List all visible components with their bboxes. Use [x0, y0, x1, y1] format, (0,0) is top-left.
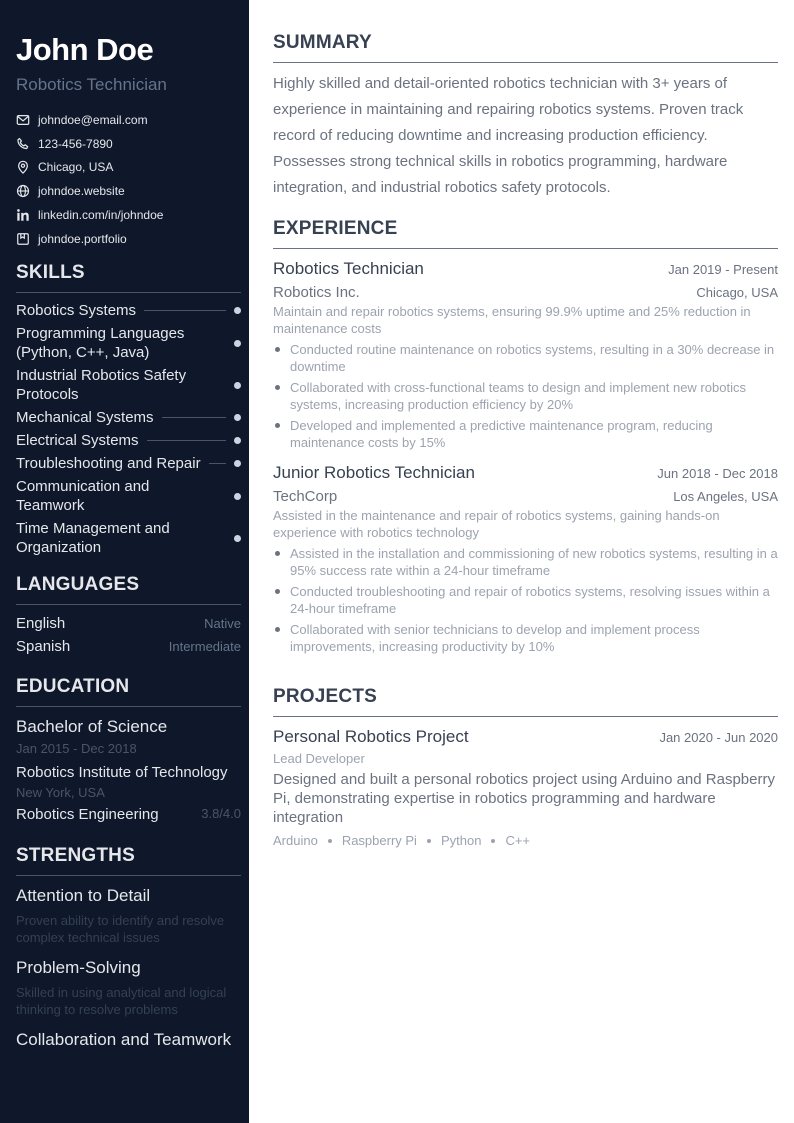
education-institution: Robotics Institute of Technology: [16, 764, 228, 781]
skill-label: Troubleshooting and Repair: [16, 455, 201, 472]
education-dates: Jan 2015 - Dec 2018: [16, 741, 137, 756]
language-item: [16, 615, 241, 632]
skill-dot: [234, 307, 241, 314]
education-field: Robotics Engineering: [16, 806, 159, 823]
globe-icon: [16, 184, 30, 198]
job-title: Robotics Technician: [273, 259, 424, 278]
job-bullet: Developed and implemented a predictive maintenance program, reducing maintenance costs by 15%: [273, 417, 778, 451]
job-description: Assisted in the maintenance and repair of robotics systems, gaining hands-on experience with robotics technology: [273, 508, 720, 540]
contact-list: [16, 108, 241, 251]
skill-line: [194, 496, 226, 497]
project-tag: Raspberry Pi: [341, 833, 417, 848]
skill-dot: [234, 340, 241, 347]
language-item: [16, 638, 241, 655]
skill-label: Robotics Systems: [16, 302, 137, 319]
skill-label: Electrical Systems: [16, 432, 139, 449]
tag-separator: [427, 839, 431, 843]
summary-heading: SUMMARY: [273, 32, 778, 63]
job-bullet: Assisted in the installation and commissioning of new robotics systems, resulting in a 95% success rate within a 24-hour timeframe: [273, 545, 778, 579]
contact-linkedin[interactable]: [16, 203, 241, 227]
skill-label: Communication and Teamwork: [16, 478, 150, 514]
strengths-section: [16, 845, 241, 1050]
skill-dot: [234, 493, 241, 500]
languages-section: [16, 574, 241, 655]
skill-line: [144, 310, 226, 311]
job-dates: Jan 2019 - Present: [668, 262, 778, 277]
contact-phone[interactable]: [16, 132, 241, 156]
candidate-name: John Doe: [16, 32, 154, 67]
skill-label: Mechanical Systems: [16, 409, 154, 426]
language-name: English: [16, 615, 66, 632]
strength-title: Collaboration and Teamwork: [16, 1030, 232, 1049]
language-level: Intermediate: [168, 639, 241, 654]
language-name: Spanish: [16, 638, 71, 655]
contact-text: Chicago, USA: [38, 160, 114, 175]
tag-separator: [328, 839, 332, 843]
skill-dot: [234, 535, 241, 542]
skill-dot: [234, 414, 241, 421]
job-header: [273, 463, 778, 483]
skill-dot: [234, 382, 241, 389]
strength-desc: Skilled in using analytical and logical thinking to resolve problems: [16, 985, 227, 1017]
skills-section: [16, 262, 241, 561]
project-title: Personal Robotics Project: [273, 727, 469, 746]
contact-website[interactable]: [16, 179, 241, 203]
job-subheader: [273, 488, 778, 505]
languages-heading: LANGUAGES: [16, 574, 241, 605]
job-bullet: Collaborated with cross-functional teams to design and implement new robotics systems, increasing production efficiency by 20%: [273, 379, 778, 413]
strengths-heading: STRENGTHS: [16, 845, 241, 876]
job-subheader: [273, 284, 778, 301]
job-company: Robotics Inc.: [273, 284, 360, 301]
job-dates: Jun 2018 - Dec 2018: [657, 466, 778, 481]
strength-title: Attention to Detail: [16, 886, 151, 905]
job-bullets: [273, 545, 778, 655]
skill-item: [16, 454, 241, 473]
education-location: New York, USA: [16, 785, 105, 800]
contact-text: johndoe@email.com: [38, 112, 148, 127]
skill-line: [214, 343, 226, 344]
project-role: Lead Developer: [273, 751, 365, 766]
language-level: Native: [204, 616, 241, 631]
job-header: [273, 259, 778, 279]
skill-label: Time Management and Organization: [16, 520, 170, 556]
skill-line: [199, 538, 226, 539]
project-tag: Arduino: [273, 833, 318, 848]
job-location: Los Angeles, USA: [673, 489, 778, 504]
contact-text: linkedin.com/in/johndoe: [38, 208, 164, 223]
skills-list: [16, 301, 241, 557]
education-degree: Bachelor of Science: [16, 717, 168, 736]
skill-item: [16, 431, 241, 450]
projects-section: [273, 686, 778, 848]
project-description: Designed and built a personal robotics project using Arduino and Raspberry Pi, demonstrating expertise in robotics programming and hardware integration: [273, 771, 775, 826]
project-header: [273, 727, 778, 747]
contact-portfolio[interactable]: [16, 227, 241, 251]
linkedin-icon: [16, 208, 30, 222]
mail-icon: [16, 113, 30, 127]
contact-text: 123-456-7890: [38, 136, 113, 151]
job-bullets: [273, 341, 778, 451]
skill-label: Programming Languages (Python, C++, Java): [16, 325, 185, 361]
phone-icon: [16, 137, 30, 151]
skill-item: [16, 519, 241, 557]
skills-heading: SKILLS: [16, 262, 241, 293]
project-entry: [273, 727, 778, 848]
skill-label: Industrial Robotics Safety Protocols: [16, 367, 187, 403]
location-icon: [16, 160, 30, 174]
job-description: Maintain and repair robotics systems, ensuring 99.9% uptime and 25% reduction in maintenance costs: [273, 304, 751, 336]
job-location: Chicago, USA: [696, 285, 778, 300]
project-tags: [273, 833, 778, 848]
sidebar: [0, 0, 249, 1123]
job-company: TechCorp: [273, 488, 338, 505]
job-bullet: Conducted routine maintenance on robotics systems, resulting in a 30% decrease in downtime: [273, 341, 778, 375]
portfolio-icon: [16, 232, 30, 246]
strength-title: Problem-Solving: [16, 958, 141, 977]
candidate-role: Robotics Technician: [16, 75, 167, 94]
contact-text: johndoe.portfolio: [38, 231, 127, 246]
job-title: Junior Robotics Technician: [273, 463, 475, 482]
tag-separator: [491, 839, 495, 843]
project-tag: C++: [505, 833, 531, 848]
contact-text: johndoe.website: [38, 184, 125, 199]
job-entry: [273, 463, 778, 655]
education-gpa: 3.8/4.0: [201, 806, 241, 821]
contact-email[interactable]: [16, 108, 241, 132]
skill-item: [16, 477, 241, 515]
skill-line: [214, 385, 226, 386]
skill-line: [162, 417, 226, 418]
skill-item: [16, 366, 241, 404]
education-section: [16, 676, 241, 823]
strength-desc: Proven ability to identify and resolve complex technical issues: [16, 913, 225, 945]
job-entry: [273, 259, 778, 451]
skill-item: [16, 408, 241, 427]
project-dates: Jan 2020 - Jun 2020: [659, 730, 778, 745]
education-heading: EDUCATION: [16, 676, 241, 707]
contact-location: [16, 156, 241, 180]
summary-section: [273, 32, 778, 201]
experience-heading: EXPERIENCE: [273, 218, 778, 249]
skill-line: [209, 463, 226, 464]
skill-item: [16, 324, 241, 362]
summary-text: Highly skilled and detail-oriented robotics technician with 3+ years of experience in maintaining and repairing robotics systems. Proven track record of reducing downtime and increasing production efficiency. Possesses strong technical skills in robotics programming, hardware integration, and industrial robotics safety protocols.: [273, 75, 744, 196]
skill-item: [16, 301, 241, 320]
skill-dot: [234, 437, 241, 444]
job-bullet: Collaborated with senior technicians to develop and implement process improvements, increasing productivity by 10%: [273, 621, 778, 655]
skill-line: [147, 440, 226, 441]
skill-dot: [234, 460, 241, 467]
projects-heading: PROJECTS: [273, 686, 778, 717]
education-field-row: [16, 806, 241, 823]
experience-section: [273, 218, 778, 659]
job-bullet: Conducted troubleshooting and repair of robotics systems, resolving issues within a 24-hour timeframe: [273, 583, 778, 617]
project-tag: Python: [440, 833, 482, 848]
